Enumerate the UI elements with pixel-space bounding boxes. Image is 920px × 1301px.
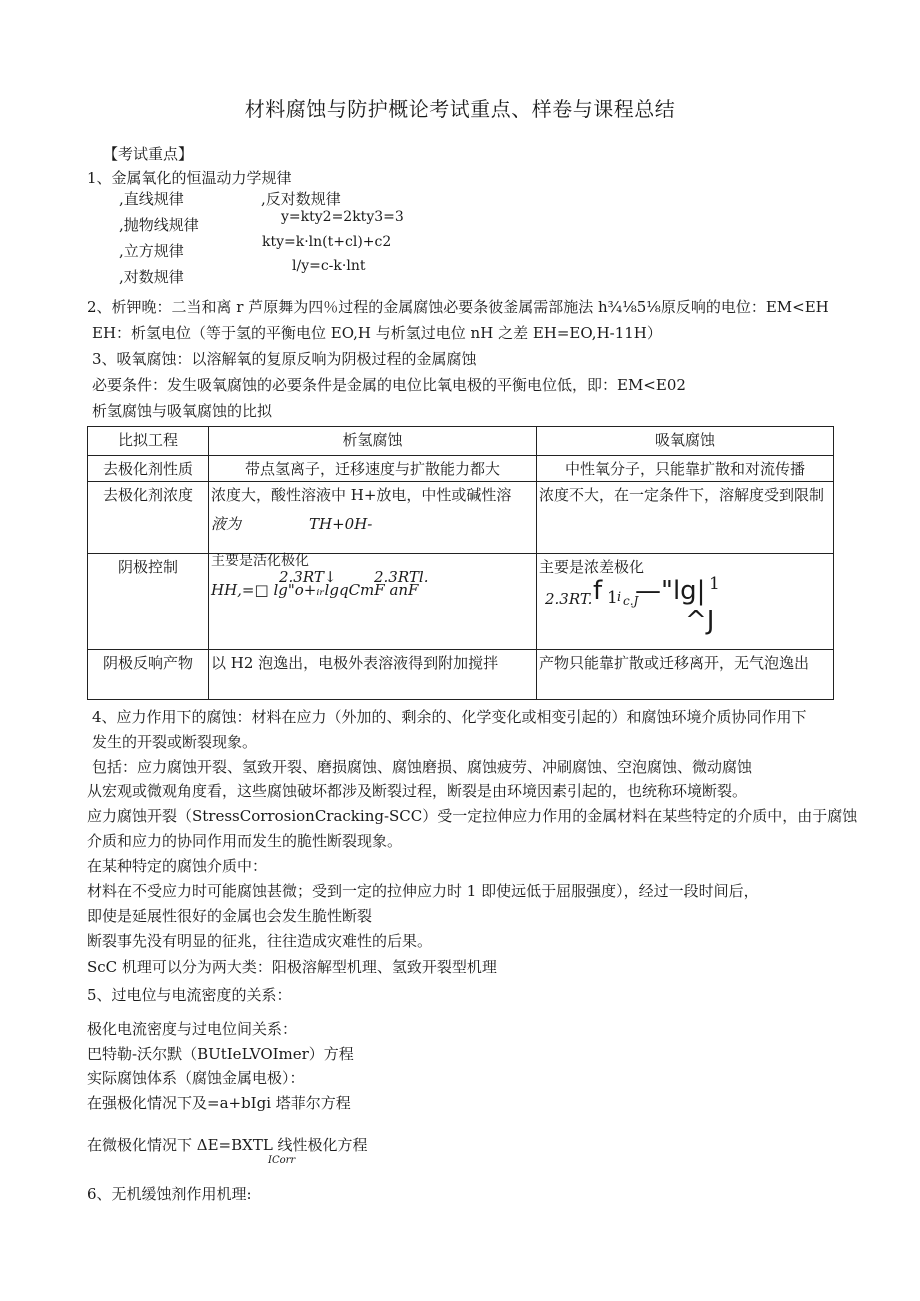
item2-line1: 2、析钾晚：二当和离 r 芦原舞为四％过程的金属腐蚀必要条彼釜属需部施法 h¾⅛5⅛原反响的电位：EM<EH — [87, 298, 829, 316]
item4-line4: 从宏观或微观角度看，这些腐蚀破坏都涉及断裂过程，断裂是由环境因素引起的，也统称环境断裂。 — [87, 782, 748, 800]
table-row — [88, 650, 834, 700]
law-cubic: ,立方规律 — [119, 242, 184, 260]
cell-formula: f — [593, 576, 603, 606]
item5-heading: 5、过电位与电流密度的关系： — [87, 986, 292, 1004]
cell-formula: —"lg| — [635, 576, 706, 606]
formula-1: y=kty2=2kty3=3 — [281, 209, 404, 225]
table-header: 比拟工程 — [88, 427, 209, 456]
cell-formula: 1 — [607, 588, 618, 608]
table-cell — [537, 554, 834, 650]
table-cell: 产物只能靠扩散或迁移离开，无气泡逸出 — [537, 650, 834, 700]
law-log: ,对数规律 — [119, 268, 184, 286]
table-cell: 带点氢离子，迁移速度与扩散能力都大 — [209, 456, 537, 482]
table-cell — [209, 554, 537, 650]
cell-text: 主要是浓差极化 — [539, 558, 645, 576]
table-row-label: 去极化剂浓度 — [88, 482, 209, 554]
formula-3: l∕y=c-k·lnt — [292, 258, 366, 274]
item4-line1: 4、应力作用下的腐蚀：材料在应力（外加的、剩余的、化学变化或相变引起的）和腐蚀环境介质协同作用下 — [92, 708, 807, 726]
table-row-label: 阴极控制 — [88, 554, 209, 650]
item4-line2: 发生的开裂或断裂现象。 — [92, 733, 258, 751]
cell-formula: 2.3RTl. — [374, 568, 429, 586]
formula-2: kty=k·ln(t+cl)+c2 — [262, 234, 392, 250]
cell-text: 浓度大，酸性溶液中 H+放电，中性或碱性溶 — [211, 486, 512, 504]
item4-line6: 介质和应力的协同作用而发生的脆性断裂现象。 — [87, 832, 403, 850]
item6-heading: 6、无机缓蚀剂作用机理: — [87, 1185, 252, 1203]
cell-formula: 2.3RT↓ — [279, 568, 337, 586]
item4-line8: 材料在不受应力时可能腐蚀甚微；受到一定的拉伸应力时 1 即使远低于屈服强度），经过一段时间后， — [87, 882, 759, 900]
table-row-label: 阴极反响产物 — [88, 650, 209, 700]
item5-line4: 在强极化情况下及=a+bIgi 塔菲尔方程 — [87, 1094, 351, 1112]
item1-heading: 1、金属氧化的恒温动力学规律 — [87, 169, 292, 187]
cell-formula: 1 — [709, 574, 720, 594]
item3-line1: 3、吸氧腐蚀：以溶解氧的复原反响为阴极过程的金属腐蚀 — [92, 350, 477, 368]
section-header: 【考试重点】 — [103, 145, 194, 163]
table-cell: 中性氧分子，只能靠扩散和对流传播 — [537, 456, 834, 482]
item5-line2: 巴特勒-沃尔默（BUtIeLVOImer）方程 — [87, 1045, 354, 1063]
item4-line5: 应力腐蚀开裂（StressCorrosionCracking-SCC）受一定拉伸应力作用的金属材料在某些特定的介质中，由于腐蚀 — [87, 807, 858, 825]
table-row — [88, 554, 834, 650]
cell-formula: HH,=□ lg"o+ᵢᵣlgqCmF anF — [211, 581, 419, 599]
cell-formula: c.J — [623, 594, 639, 608]
comparison-table — [87, 426, 834, 700]
item4-line11: ScC 机理可以分为两大类：阳极溶解型机理、氢致开裂型机理 — [87, 958, 497, 976]
table-header: 析氢腐蚀 — [209, 427, 537, 456]
cell-text: 液为 — [211, 515, 242, 533]
item5-line3: 实际腐蚀体系（腐蚀金属电极）： — [87, 1069, 305, 1087]
table-cell — [209, 482, 537, 554]
item4-line7: 在某种特定的腐蚀介质中： — [87, 857, 268, 875]
item2-line2: EH：析氢电位（等于氢的平衡电位 EO,H 与析氢过电位 nH 之差 EH=EO,H-11H） — [92, 324, 662, 342]
item5-line1: 极化电流密度与过电位间关系： — [87, 1020, 298, 1038]
item5-line5-subscript: ICorr — [268, 1155, 296, 1166]
item5-line5: 在微极化情况下 ΔE=BXTL 线性极化方程 — [87, 1136, 368, 1154]
cell-formula-line — [211, 513, 534, 534]
cell-formula: 2.3RT. — [545, 590, 593, 608]
item4-line9: 即使是延展性很好的金属也会发生脆性断裂 — [87, 907, 373, 925]
cell-text: 主要是活化极化 — [211, 553, 309, 569]
law-reverse-log: ,反对数规律 — [261, 190, 341, 208]
table-row — [88, 456, 834, 482]
item3-line2: 必要条件：发生吸氧腐蚀的必要条件是金属的电位比氧电极的平衡电位低，即：EM<E02 — [92, 376, 686, 394]
law-parabolic: ,抛物线规律 — [119, 216, 199, 234]
cell-formula: i — [617, 590, 622, 605]
table-cell: 以 H2 泡逸出，电极外表溶液得到附加搅拌 — [209, 650, 537, 700]
page-title: 材料腐蚀与防护概论考试重点、样卷与课程总结 — [244, 97, 676, 121]
table-cell: 浓度不大，在一定条件下，溶解度受到限制 — [537, 482, 834, 554]
table-header-row — [88, 427, 834, 456]
table-header: 吸氧腐蚀 — [537, 427, 834, 456]
law-linear: ,直线规律 — [119, 190, 184, 208]
item4-line10: 断裂事先没有明显的征兆，往往造成灾难性的后果。 — [87, 932, 433, 950]
cell-formula: TH+0H- — [309, 515, 373, 533]
cell-formula: ^J — [685, 606, 715, 636]
item4-line3: 包括：应力腐蚀开裂、氢致开裂、磨损腐蚀、腐蚀磨损、腐蚀疲劳、冲刷腐蚀、空泡腐蚀、微动腐蚀 — [92, 758, 753, 776]
table-row — [88, 482, 834, 554]
item3-line3: 析氢腐蚀与吸氧腐蚀的比拟 — [92, 402, 273, 420]
table-row-label: 去极化剂性质 — [88, 456, 209, 482]
